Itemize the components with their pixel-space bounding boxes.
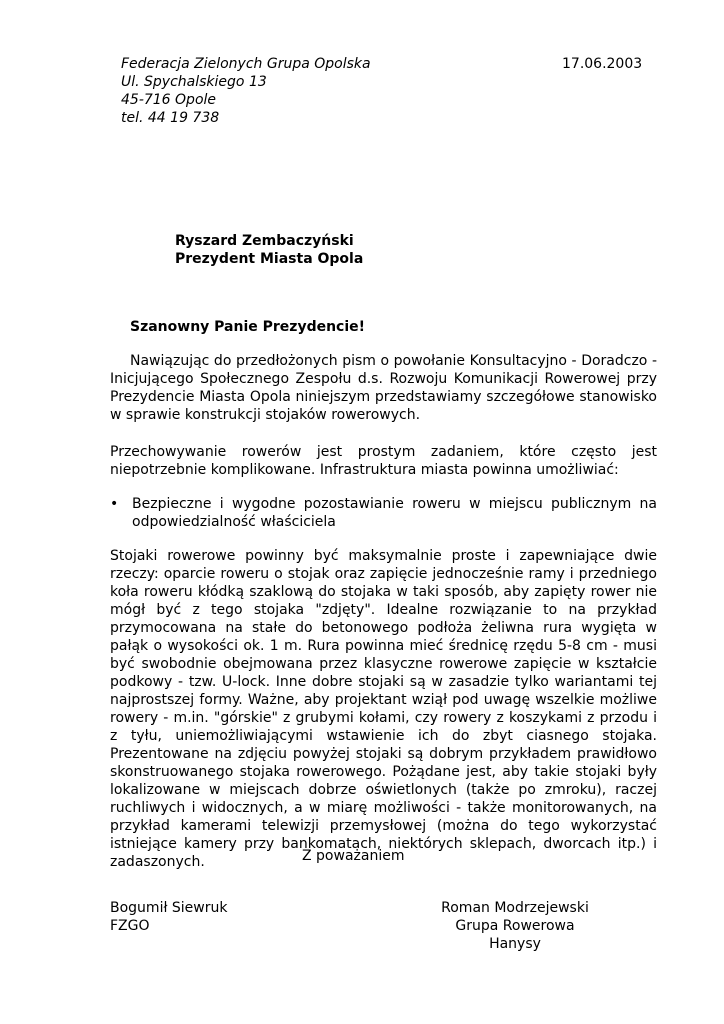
signature-right xyxy=(432,899,598,953)
sender-phone: tel. 44 19 738 xyxy=(121,110,220,126)
bullet-text: Bezpieczne i wygodne pozostawianie roweru w miejscu publicznym na odpowiedzialność właściciela xyxy=(132,496,657,530)
sender-org: Federacja Zielonych Grupa Opolska xyxy=(121,56,371,72)
salutation: Szanowny Panie Prezydencie! xyxy=(130,319,366,335)
sender-address xyxy=(121,55,371,127)
sender-street: Ul. Spychalskiego 13 xyxy=(121,74,267,90)
paragraph-intro: Nawiązując do przedłożonych pism o powołanie Konsultacyjno - Doradczo - Inicjującego Społecznego Zespołu d.s. Rozwoju Komunikacji Rowerowej przy Prezydencie Miasta Opola niniejszym przedstawiamy szczegółowe stanowisko w sprawie konstrukcji stojaków rowerowych. xyxy=(110,353,657,423)
bullet-item xyxy=(110,495,657,531)
recipient-block xyxy=(175,232,363,268)
closing: Z poważaniem xyxy=(302,848,405,864)
sender-city: 45-716 Opole xyxy=(121,92,217,108)
recipient-name: Ryszard Zembaczyński xyxy=(175,233,354,249)
paragraph-storage: Przechowywanie rowerów jest prostym zadaniem, które często jest niepotrzebnie komplikowane. Infrastruktura miasta powinna umożliwiać: xyxy=(110,444,657,478)
signature-left-org: FZGO xyxy=(110,918,150,934)
signature-left-name: Bogumił Siewruk xyxy=(110,900,228,916)
recipient-title: Prezydent Miasta Opola xyxy=(175,251,364,267)
paragraph-racks: Stojaki rowerowe powinny być maksymalnie proste i zapewniające dwie rzeczy: oparcie roweru o stojak oraz zapięcie jednocześnie ramy i przedniego koła roweru kłódką szaklową do stojaka w taki sposób, aby zapięty rower nie mógł być z tego stojaka "zdjęty". Idealne rozwiązanie to na przykład przymocowana na stałe do betonowego podłoża żeliwna rura wygięta w pałąk o wysokości ok. 1 m. Rura powinna mieć średnicę rzędu 5-8 cm - musi być swobodnie obejmowana przez klasyczne rowerowe zapięcie w kształcie podkowy - tzw. U-lock. Inne dobre stojaki są w zasadzie tylko wariantami tej najprostszej formy. Ważne, aby projektant wziął pod uwagę wszelkie możliwe rowery - m.in. "górskie" z grubymi kołami, czy rowery z koszykami z przodu i z tyłu, uniemożliwiającymi wstawienie ich do zbyt ciasnego stojaka. Prezentowane na zdjęciu powyżej stojaki są dobrym przykładem prawidłowo skonstruowanego stojaka rowerowego. Pożądane jest, aby takie stojaki były lokalizowane w miejscach dobrze oświetlonych (także po zmroku), raczej ruchliwych i widocznych, a w miarę możliwości - także monitorowanych, na przykład kamerami telewizji przemysłowej (można do tego wykorzystać istniejące kamery przy bankomatach, niektórych sklepach, dworcach itp.) i zadaszonych. xyxy=(110,548,657,870)
signature-right-name: Roman Modrzejewski xyxy=(441,900,589,916)
bullet-symbol: • xyxy=(110,496,119,512)
signature-left xyxy=(110,899,227,935)
letter-date: 17.06.2003 xyxy=(562,56,643,72)
signature-right-org: Grupa Rowerowa Hanysy xyxy=(455,918,575,952)
